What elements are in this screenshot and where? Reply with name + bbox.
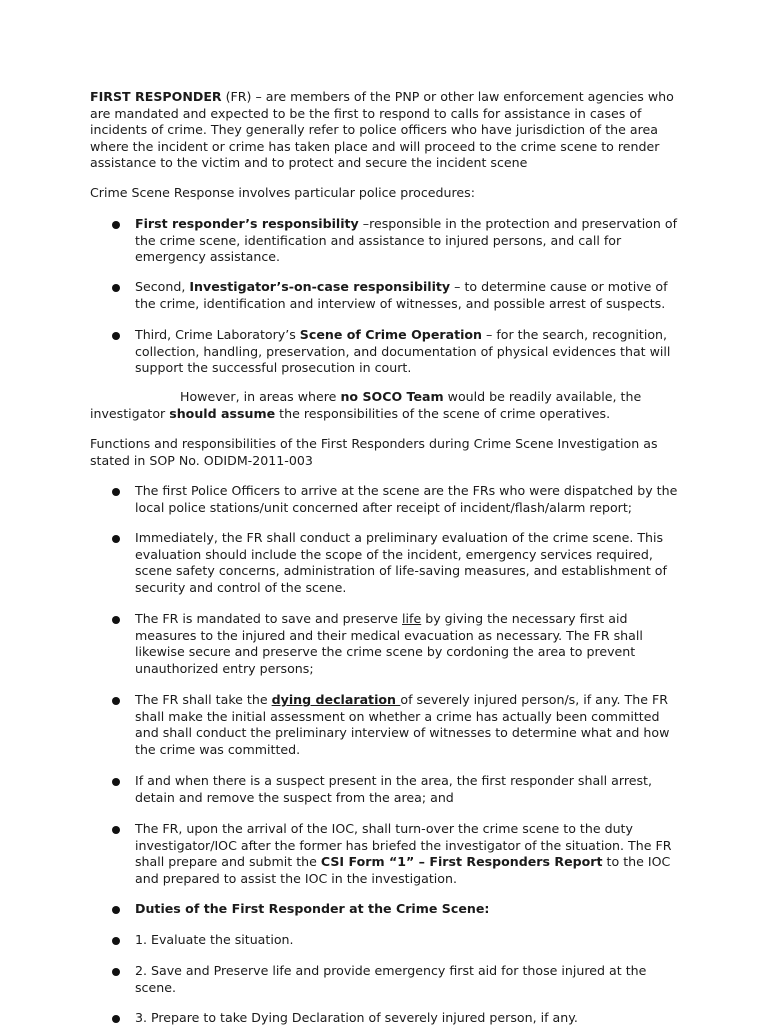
function-text: Immediately, the FR shall conduct a preliminary evaluation of the crime scene. This evaluation should include the scope of the incident, emergency services required, scene safety concerns, administration of life-saving measures, and establishment of security and control of the scene. <box>135 530 667 595</box>
function-text: The FR, upon the arrival of the IOC, shall turn-over the crime scene to the duty investigator/IOC after the former has briefed the investigator of the situation. The FR shall prepare and submit the CSI Form “1” – First Responders Report to the IOC and prepared to assist the IOC in the investigation. <box>135 821 672 886</box>
bullet-icon <box>112 616 120 624</box>
procedure-text: Third, Crime Laboratory’s Scene of Crime Operation – for the search, recognition, collection, handling, preservation, and documentation of physical evidences that will support the successful prosecution in court. <box>135 327 671 376</box>
first-responder-definition <box>90 89 682 172</box>
bullet-icon <box>112 778 120 786</box>
bullet-icon <box>112 488 120 496</box>
bullet-icon <box>112 937 120 945</box>
crime-scene-response-intro: Crime Scene Response involves particular police procedures: <box>90 185 475 200</box>
bullet-icon <box>112 826 120 834</box>
bullet-icon <box>112 697 120 705</box>
procedure-text: First responder’s responsibility –responsible in the protection and preservation of the crime scene, identification and assistance to injured persons, and call for emergency assistance. <box>135 216 678 265</box>
first-responder-definition-text: (FR) – are members of the PNP or other law enforcement agencies who are mandated and expected to be the first to respond to calls for assistance in cases of incidents of crime. They generally refer to police officers who have jurisdiction of the area where the incident or crime has taken place and will proceed to the crime scene to render assistance to the victim and to protect and secure the incident scene <box>90 89 674 171</box>
duty-text: 3. Prepare to take Dying Declaration of severely injured person, if any. <box>135 1010 578 1025</box>
bullet-icon <box>112 968 120 976</box>
first-responder-term: FIRST RESPONDER <box>90 89 222 104</box>
function-text: If and when there is a suspect present in the area, the first responder shall arrest, detain and remove the suspect from the area; and <box>135 773 652 805</box>
bullet-icon <box>112 284 120 292</box>
duty-text: 2. Save and Preserve life and provide emergency first aid for those injured at the scene. <box>135 963 647 995</box>
function-text: The FR is mandated to save and preserve life by giving the necessary first aid measures to the injured and their medical evacuation as necessary. The FR shall likewise secure and preserve the crime scene by cordoning the area to prevent unauthorized entry persons; <box>135 611 643 676</box>
functions-intro: Functions and responsibilities of the First Responders during Crime Scene Investigation as stated in SOP No. ODIDM-2011-003 <box>90 436 658 468</box>
duty-text: 1. Evaluate the situation. <box>135 932 294 947</box>
bullet-icon <box>112 221 120 229</box>
bullet-icon <box>112 535 120 543</box>
bullet-icon <box>112 906 120 914</box>
function-text: The FR shall take the dying declaration of severely injured person/s, if any. The FR shall make the initial assessment on whether a crime has actually been committed and shall conduct the preliminary interview of witnesses to determine what and how the crime was committed. <box>135 692 670 757</box>
procedure-text: Second, Investigator’s-on-case responsibility – to determine cause or motive of the crime, identification and interview of witnesses, and possible arrest of suspects. <box>135 279 668 311</box>
function-text: The first Police Officers to arrive at the scene are the FRs who were dispatched by the local police stations/unit concerned after receipt of incident/flash/alarm report; <box>135 483 678 515</box>
soco-note: However, in areas where no SOCO Team would be readily available, the investigator should assume the responsibilities of the scene of crime operatives. <box>90 389 642 421</box>
duties-heading: Duties of the First Responder at the Crime Scene: <box>135 901 490 916</box>
bullet-icon <box>112 1015 120 1023</box>
bullet-icon <box>112 332 120 340</box>
